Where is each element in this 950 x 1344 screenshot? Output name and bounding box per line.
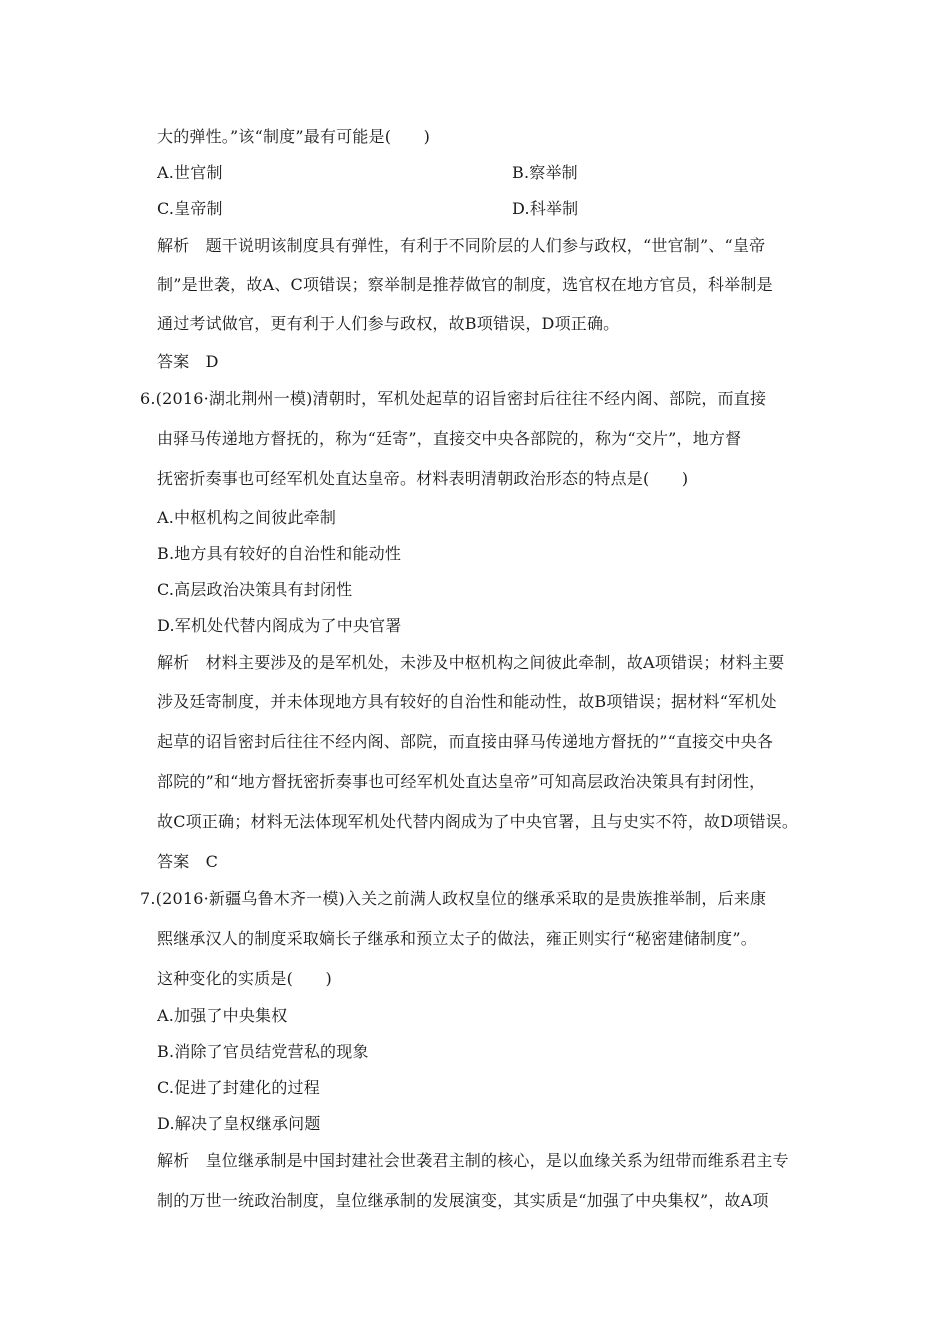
q5-analysis-line: 通过考试做官，更有利于人们参与政权，故B项错误，D项正确。	[157, 314, 620, 333]
q5-analysis-line: 解析 题干说明该制度具有弹性，有利于不同阶层的人们参与政权，“世官制”、“皇帝	[157, 236, 766, 255]
q7-analysis-line: 制的万世一统政治制度，皇位继承制的发展演变，其实质是“加强了中央集权”，故A项	[157, 1191, 769, 1210]
q6-analysis-line: 起草的诏旨密封后往往不经内阁、部院，而直接由驿马传递地方督抚的”“直接交中央各	[157, 732, 774, 751]
q6-option-a: A.中枢机构之间彼此牵制	[157, 508, 337, 527]
q7-option-c: C.促进了封建化的过程	[157, 1078, 320, 1097]
q7-option-b: B.消除了官员结党营私的现象	[157, 1042, 369, 1061]
q6-analysis-line: 部院的”和“地方督抚密折奏事也可经军机处直达皇帝”可知高层政治决策具有封闭性，	[157, 772, 766, 791]
q5-answer: 答案 D	[157, 352, 219, 371]
q6-stem-line: 由驿马传递地方督抚的，称为“廷寄”，直接交中央各部院的，称为“交片”，地方督	[157, 429, 742, 448]
q7-stem-line: 7.(2016·新疆乌鲁木齐一模)入关之前满人政权皇位的继承采取的是贵族推举制，后来康	[140, 889, 767, 908]
q5-analysis-line: 制”是世袭，故A、C项错误；察举制是推荐做官的制度，选官权在地方官员，科举制是	[157, 275, 773, 294]
q6-answer: 答案 C	[157, 852, 219, 871]
q6-option-c: C.高层政治决策具有封闭性	[157, 580, 353, 599]
q7-analysis-line: 解析 皇位继承制是中国封建社会世袭君主制的核心，是以血缘关系为纽带而维系君主专	[157, 1151, 789, 1170]
q7-option-d: D.解决了皇权继承问题	[157, 1114, 321, 1133]
q6-stem-line: 抚密折奏事也可经军机处直达皇帝。材料表明清朝政治形态的特点是( )	[157, 469, 689, 488]
q5-option-a: A.世官制	[157, 163, 223, 182]
q5-stem-tail: 大的弹性。”该“制度”最有可能是( )	[157, 127, 431, 146]
q6-analysis-line: 涉及廷寄制度，并未体现地方具有较好的自治性和能动性，故B项错误；据材料“军机处	[157, 692, 777, 711]
q5-option-c: C.皇帝制	[157, 199, 223, 218]
q7-stem-line: 熙继承汉人的制度采取嫡长子继承和预立太子的做法，雍正则实行“秘密建储制度”。	[157, 929, 757, 948]
q6-option-d: D.军机处代替内阁成为了中央官署	[157, 616, 402, 635]
q7-option-a: A.加强了中央集权	[157, 1006, 288, 1025]
q6-option-b: B.地方具有较好的自治性和能动性	[157, 544, 402, 563]
q6-analysis-line: 解析 材料主要涉及的是军机处，未涉及中枢机构之间彼此牵制，故A项错误；材料主要	[157, 653, 785, 672]
q5-option-b: B.察举制	[512, 163, 578, 182]
q6-stem-line: 6.(2016·湖北荆州一模)清朝时，军机处起草的诏旨密封后往往不经内阁、部院，而直接	[140, 389, 767, 408]
q7-stem-line: 这种变化的实质是( )	[157, 969, 332, 988]
q6-analysis-line: 故C项正确；材料无法体现军机处代替内阁成为了中央官署，且与史实不符，故D项错误。	[157, 812, 799, 831]
q5-option-d: D.科举制	[512, 199, 579, 218]
